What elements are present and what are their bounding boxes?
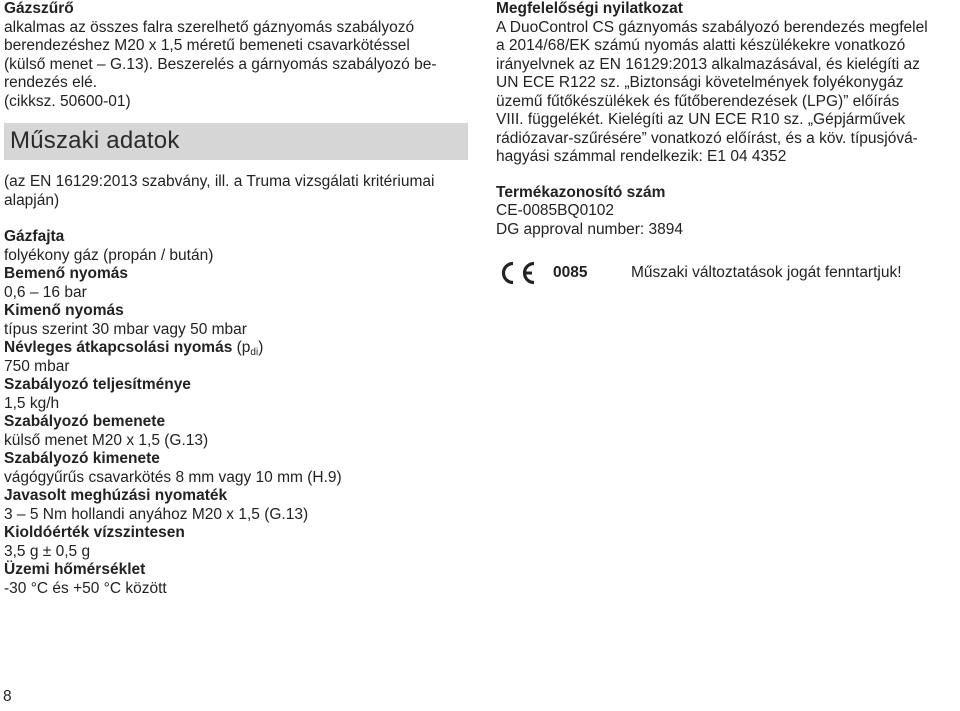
left-column: [4, 0, 474, 598]
spec-value-trigger-value: 3,5 g ± 0,5 g: [4, 542, 91, 560]
spec-value-tightening-torque: 3 – 5 Nm hollandi anyához M20 x 1,5 (G.13): [4, 505, 309, 523]
spec-value-regulator-capacity: 1,5 kg/h: [4, 394, 60, 412]
spec-label-tightening-torque: Javasolt meghúzási nyomaték: [4, 487, 228, 504]
spec-label-switchover-symbol-sub: di: [250, 347, 259, 358]
technical-changes-note: Műszaki változtatások jogát fenntartjuk!: [631, 263, 902, 281]
spec-value-output-pressure: típus szerint 30 mbar vagy 50 mbar: [4, 320, 247, 338]
spec-label-regulator-capacity: Szabályozó teljesítménye: [4, 376, 191, 393]
spec-label-output-pressure: Kimenő nyomás: [4, 302, 124, 319]
spec-label-regulator-inlet: Szabályozó bemenete: [4, 413, 166, 430]
gas-filter-text-line: alkalmas az összes falra szerelhető gáznyomás szabályozó: [4, 18, 415, 36]
spec-label-input-pressure: Bemenő nyomás: [4, 265, 129, 282]
conformity-heading: Megfelelőségi nyilatkozat: [496, 0, 683, 17]
gas-filter-text-line: rendezés elé.: [4, 74, 98, 91]
spec-value-switchover-pressure: 750 mbar: [4, 357, 70, 375]
standard-reference-line: (az EN 16129:2013 szabvány, ill. a Truma vizsgálati kritériumai: [4, 173, 435, 190]
spec-label-regulator-outlet: Szabályozó kimenete: [4, 450, 160, 467]
conformity-text-line: UN ECE R122 sz. „Biztonsági követelmények folyékonygáz: [496, 74, 904, 91]
spec-label-switchover-pressure: [4, 339, 474, 358]
spec-value-regulator-inlet: külső menet M20 x 1,5 (G.13): [4, 431, 209, 449]
standard-reference-line: alapján): [4, 191, 60, 209]
spec-label-gas-type: Gázfajta: [4, 228, 65, 245]
gas-filter-heading: Gázszűrő: [4, 0, 74, 17]
conformity-text-line: irányelvnek az EN 16129:2013 alkalmazásával, és kielégíti az: [496, 55, 920, 73]
product-id-heading: Termékazonosító szám: [496, 183, 666, 201]
spec-label-trigger-value: Kioldóérték vízszintesen: [4, 524, 185, 541]
spec-value-gas-type: folyékony gáz (propán / bután): [4, 246, 214, 264]
gas-filter-text-line: (külső menet – G.13). Beszerelés a gárnyomás szabályozó be-: [4, 55, 437, 73]
ce-row: [496, 260, 958, 286]
gas-filter-text-line: berendezéshez M20 x 1,5 méretű bemeneti csavarkötéssel: [4, 37, 410, 54]
spec-label-switchover-symbol-close: ): [258, 339, 264, 356]
spec-value-regulator-outlet: vágógyűrűs csavarkötés 8 mm vagy 10 mm (H.9): [4, 468, 342, 486]
spec-label-switchover-pressure-text: Névleges átkapcsolási nyomás: [4, 339, 233, 356]
conformity-text-line: VIII. függelékét. Kielégíti az UN ECE R10 sz. „Gépjárművek: [496, 111, 906, 128]
page-number: 8: [3, 688, 12, 705]
conformity-text-line: rádiózavar-szűrésére” vonatkozó előírást, és a köv. típusjóvá-: [496, 129, 918, 147]
right-column: [496, 0, 958, 286]
gas-filter-article-number: (cikksz. 50600-01): [4, 92, 131, 110]
ce-mark-icon: [497, 260, 539, 286]
dg-approval-number: DG approval number: 3894: [496, 220, 683, 238]
conformity-text-line: a 2014/68/EK számú nyomás alatti készülékekre vonatkozó: [496, 37, 906, 54]
ce-notified-body-number: 0085: [553, 263, 588, 281]
spec-label-switchover-symbol-open: (p: [232, 339, 251, 356]
section-title-bar: [4, 123, 468, 160]
spec-value-operating-temperature: -30 °C és +50 °C között: [4, 579, 167, 597]
conformity-text-line: üzemű fűtőkészülékek és fűtőberendezések (LPG)” előírás: [496, 92, 900, 110]
conformity-text-line: A DuoControl CS gáznyomás szabályozó berendezés megfelel: [496, 18, 928, 36]
spec-value-input-pressure: 0,6 – 16 bar: [4, 283, 87, 301]
section-title: Műszaki adatok: [10, 127, 180, 155]
spec-label-operating-temperature: Üzemi hőmérséklet: [4, 561, 146, 578]
product-id-number: CE-0085BQ0102: [496, 202, 615, 219]
conformity-text-line: hagyási számmal rendelkezik: E1 04 4352: [496, 148, 787, 165]
